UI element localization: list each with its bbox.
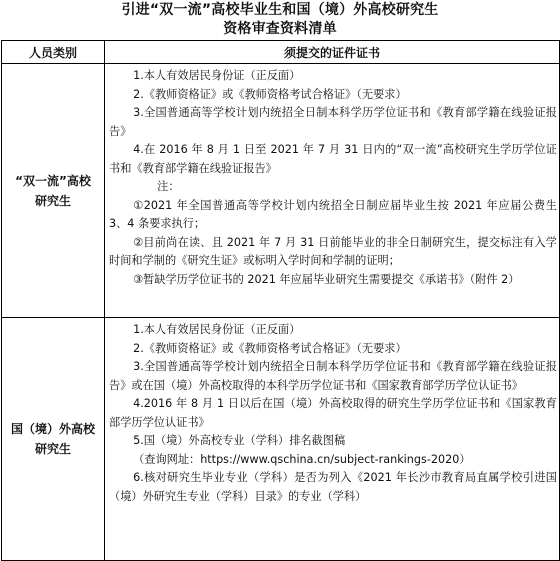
category-line: “双一流”高校: [15, 173, 91, 188]
category-line: 研究生: [34, 193, 71, 208]
requirements-double-first-class: [105, 64, 560, 318]
qualification-checklist-table: [1, 40, 560, 561]
requirement-item: 3.全国普通高等学校计划内统招全日制本科学历学位证书和《教育部学籍在线验证报告》或在国（境）外高校取得的本科学历学位证书和《国家教育部学历学位认证书》: [109, 360, 557, 392]
requirement-item: 3.全国普通高等学校计划内统招全日制本科学历学位证书和《教育部学籍在线验证报告》: [109, 106, 557, 138]
note-item: ③暂缺学历学位证书的 2021 年应届毕业研究生需要提交《承诺书》（附件 2）: [133, 272, 520, 286]
table-header-row: [2, 41, 560, 64]
note-item: ②目前尚在读、且 2021 年 7 月 31 日前能毕业的非全日制研究生，提交标注有入学时间和学制的《研究生证》或标明入学时间和学制的证明；: [109, 235, 557, 267]
requirement-item: 4.2016 年 8 月 1 日以后在国（境）外高校取得的研究生学历学位证书和《国家教育部学历学位认证书》: [109, 397, 557, 429]
table-row-overseas: [2, 318, 560, 561]
requirement-item: 1.本人有效居民身份证（正反面）: [133, 69, 301, 82]
category-line: 研究生: [34, 442, 71, 456]
title-line-1: 引进“双一流”高校毕业生和国（境）外高校研究生: [121, 2, 439, 18]
title-line-2: 资格审查资料清单: [223, 21, 337, 37]
document-title: [0, 1, 560, 39]
note-item: ①2021 年全国普通高等学校计划内统招全日制应届毕业生按 2021 年应届公费生 3、4 条要求执行；: [109, 198, 557, 230]
table-row-double-first-class: [2, 64, 560, 318]
requirement-item: 2.《教师资格证》或《教师资格考试合格证》（无要求）: [133, 87, 407, 101]
requirement-item: 1.本人有效居民身份证（正反面）: [133, 323, 301, 336]
requirements-overseas: [105, 318, 560, 561]
requirement-item: 6.核对研究生毕业专业（学科）是否为列入《2021 年长沙市教育局直属学校引进国（境）外研究生专业（学科）目录》的专业（学科）: [109, 471, 557, 503]
requirement-item: 2.《教师资格证》或《教师资格考试合格证》（无要求）: [133, 341, 407, 355]
category-line: 国（境）外高校: [10, 422, 95, 436]
requirement-item: 5.国（境）外高校专业（学科）排名截图稿: [133, 434, 346, 447]
category-overseas: [2, 318, 105, 561]
header-category: 人员类别: [2, 41, 105, 64]
header-documents: 须提交的证件证书: [105, 41, 560, 64]
requirement-item: 4.在 2016 年 8 月 1 日至 2021 年 7 月 31 日内的“双一流”高校研究生学历学位证书和《教育部学籍在线验证报告》: [109, 143, 557, 175]
category-double-first-class: [2, 64, 105, 318]
query-url: （查询网址：https://www.qschina.cn/subject-rankings-2020）: [133, 452, 471, 466]
note-label: 注：: [157, 180, 180, 193]
